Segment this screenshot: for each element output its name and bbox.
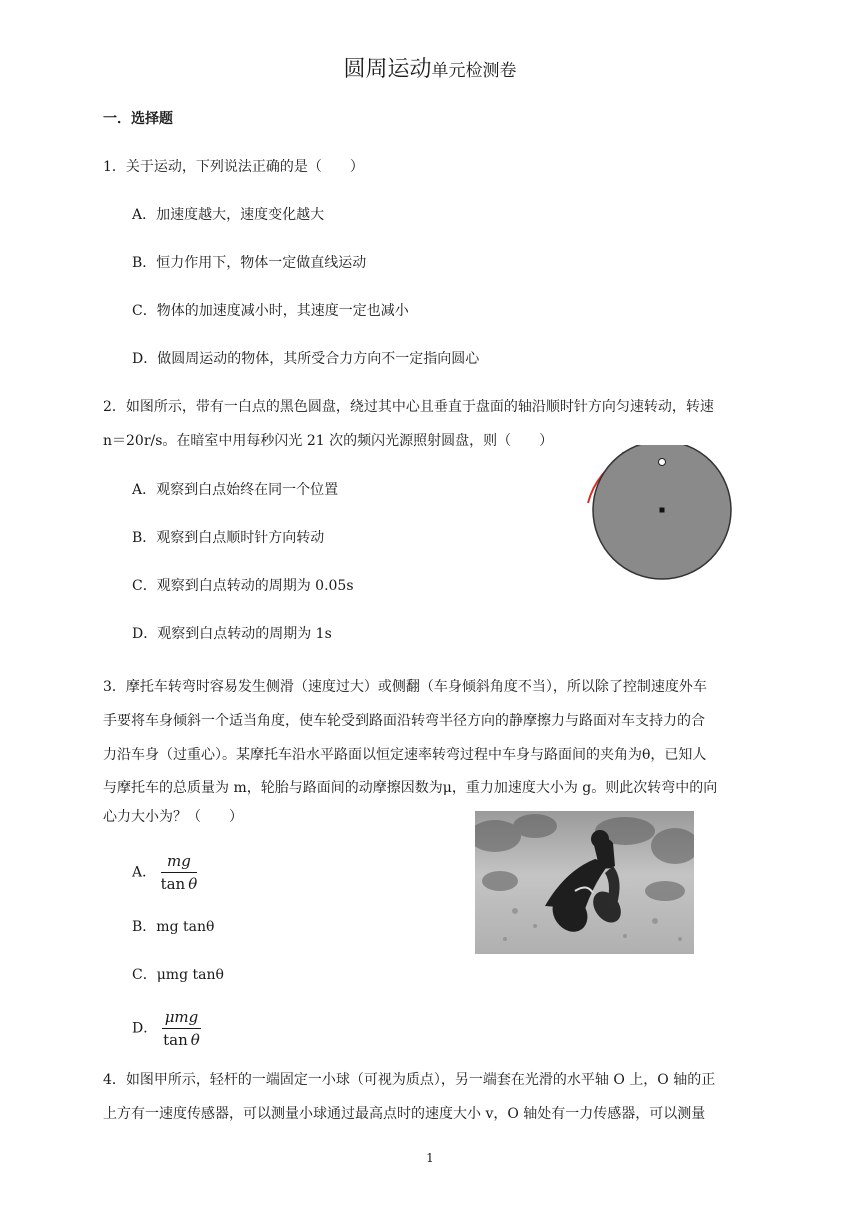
motorcycle-photo (475, 811, 694, 954)
q1-stem: 1．关于运动，下列说法正确的是（ ） (103, 159, 364, 175)
q2-option-b: B．观察到白点顺时针方向转动 (132, 530, 325, 546)
q3-option-d (132, 1008, 201, 1049)
q3-option-d-den-var: θ (190, 1031, 200, 1049)
q3-option-a-den-fn: tan (160, 875, 186, 893)
title-main: 圆周运动 (343, 57, 432, 82)
section-heading: 一．选择题 (103, 111, 173, 127)
page-title (0, 52, 860, 83)
q2-option-a: A．观察到白点始终在同一个位置 (132, 482, 339, 498)
q2-stem-line1: 2．如图所示，带有一白点的黑色圆盘，绕过其中心且垂直于盘面的轴沿顺时针方向匀速转动，转速 (103, 399, 714, 415)
q3-stem-line4: 与摩托车的总质量为 m，轮胎与路面间的动摩擦因数为μ，重力加速度大小为 g。则此次转弯中的向 (103, 780, 718, 796)
q3-stem-line1: 3．摩托车转弯时容易发生侧滑（速度过大）或侧翻（车身倾斜角度不当），所以除了控制速度外车 (103, 679, 707, 695)
q1-option-b: B．恒力作用下，物体一定做直线运动 (132, 255, 367, 271)
white-dot (659, 459, 666, 466)
q3-option-a-label: A． (132, 864, 157, 881)
q3-stem-line5: 心力大小为？（ ） (103, 809, 243, 825)
q3-option-a-numerator: mg (161, 852, 198, 873)
rotating-disc-figure (582, 445, 742, 585)
q3-option-a (132, 852, 197, 893)
q3-option-a-fraction (161, 852, 198, 893)
q2-option-c: C．观察到白点转动的周期为 0.05s (132, 578, 354, 594)
q3-option-d-den-fn: tan (163, 1031, 188, 1049)
q2-option-d: D．观察到白点转动的周期为 1s (132, 626, 332, 642)
q3-option-d-label: D． (132, 1020, 158, 1037)
q3-stem-line2: 手要将车身倾斜一个适当角度，使车轮受到路面沿转弯半径方向的静摩擦力与路面对车支持力的合 (103, 713, 705, 729)
q2-stem-line2: n＝20r/s。在暗室中用每秒闪光 21 次的频闪光源照射圆盘，则（ ） (103, 433, 554, 449)
q3-option-b: B．mg tanθ (132, 919, 215, 935)
page-number: 1 (426, 1151, 434, 1165)
q3-option-a-den-var: θ (188, 875, 198, 893)
q1-option-c: C．物体的加速度减小时，其速度一定也减小 (132, 303, 409, 319)
disc-center-axis (660, 508, 665, 513)
q1-option-d: D．做圆周运动的物体，其所受合力方向不一定指向圆心 (132, 351, 480, 367)
q4-stem-line2: 上方有一速度传感器，可以测量小球通过最高点时的速度大小 v，O 轴处有一力传感器，可以测量 (103, 1106, 706, 1122)
q1-option-a: A．加速度越大，速度变化越大 (132, 207, 325, 223)
q3-option-c: C．μmg tanθ (132, 967, 224, 983)
q3-stem-line3: 力沿车身（过重心）。某摩托车沿水平路面以恒定速率转弯过程中车身与路面间的夹角为θ，已知人 (103, 747, 707, 763)
q3-option-d-fraction (162, 1008, 202, 1049)
title-sub: 单元检测卷 (431, 61, 517, 81)
q4-stem-line1: 4．如图甲所示，轻杆的一端固定一小球（可视为质点），另一端套在光滑的水平轴 O 上，O 轴的正 (103, 1072, 716, 1088)
q3-option-d-numerator: μmg (162, 1008, 202, 1029)
